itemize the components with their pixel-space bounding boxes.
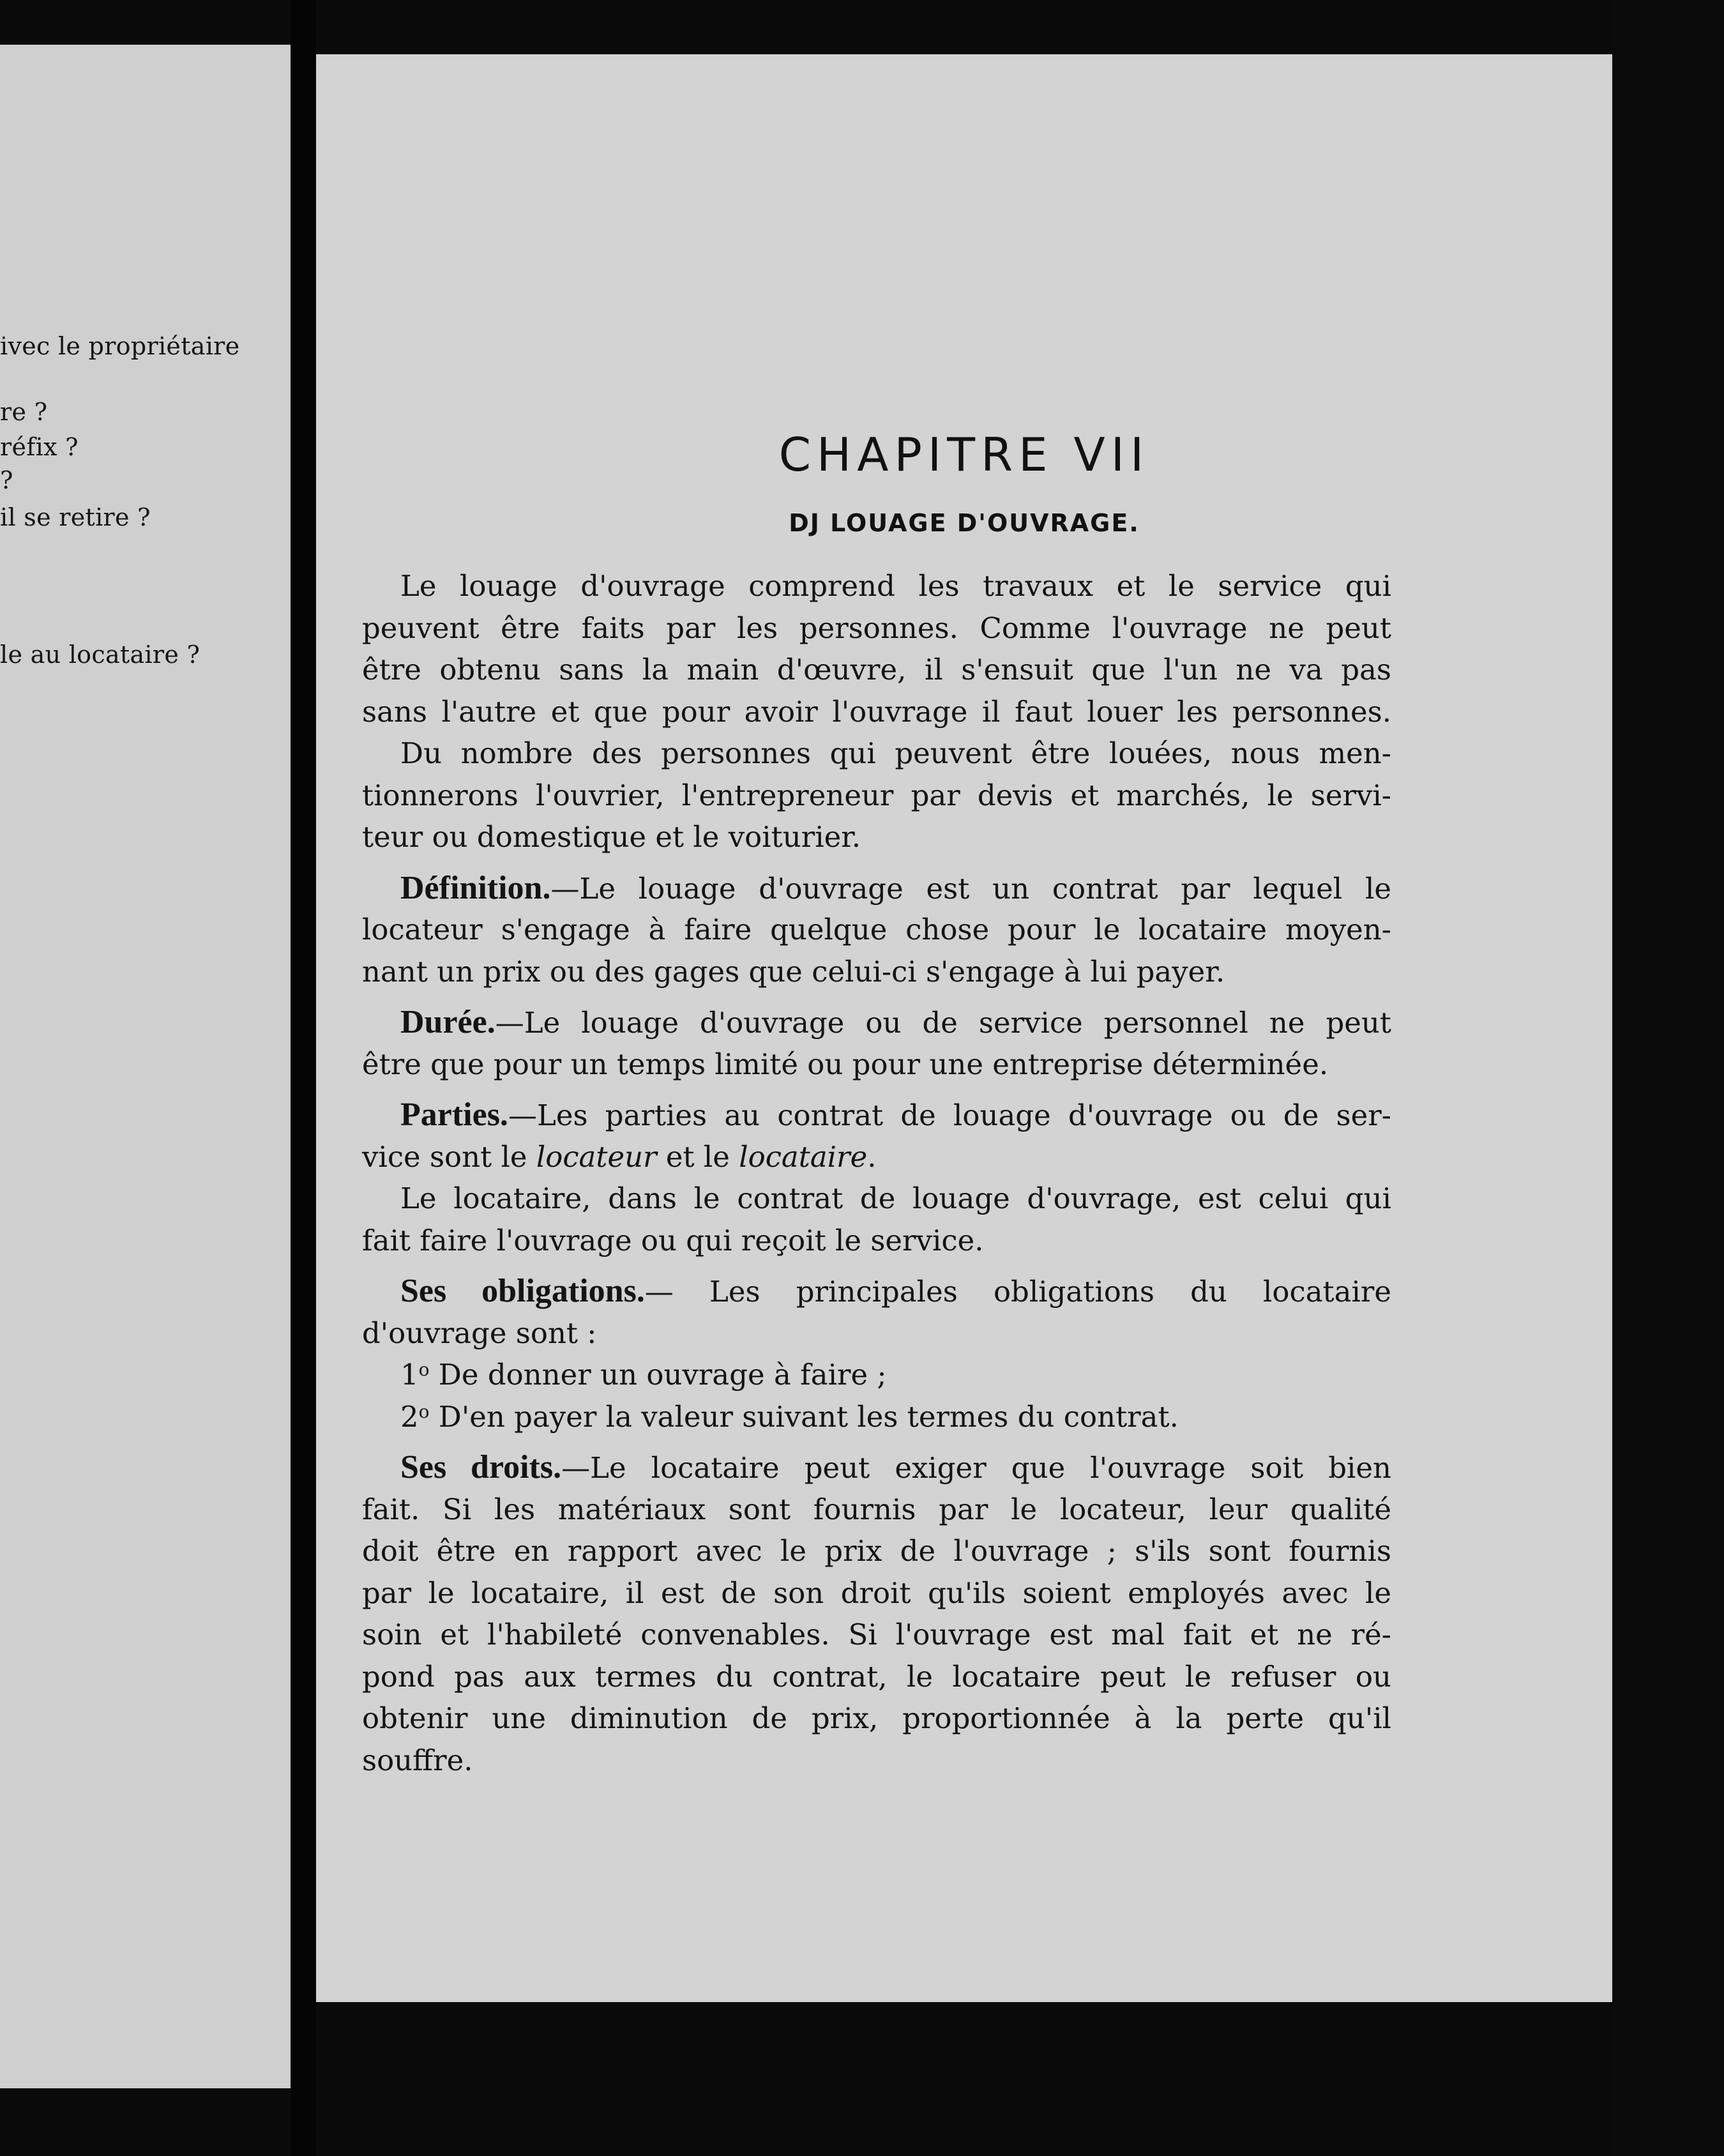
item-number: 1 (400, 1358, 419, 1392)
text-line: sans l'autre et que pour avoir l'ouvrage il faut louer les personnes. (362, 694, 1391, 729)
text-line: être obtenu sans la main d'œuvre, il s'ensuit que l'un ne va pas (362, 653, 1391, 687)
right-scan-border (1612, 0, 1724, 2156)
parties-first-line (362, 1094, 1391, 1136)
text-line: souffre. (362, 1743, 473, 1777)
left-page-fragment: ivec le propriétaire (0, 332, 240, 360)
list-item (362, 1396, 1391, 1438)
left-page-fragment: ? (0, 466, 13, 494)
body-text (362, 565, 1391, 1781)
duree-first-line (362, 1001, 1391, 1044)
text-line: par le locataire, il est de son droit qu'ils soient employés avec le (362, 1575, 1391, 1610)
obligations-first-line (362, 1270, 1391, 1312)
item-text: De donner un ouvrage à faire ; (429, 1358, 887, 1392)
item-ordinal: o (418, 1401, 430, 1422)
text-run: et le (656, 1139, 739, 1174)
text-run: —Le louage d'ouvrage est un contrat par lequel le (550, 871, 1391, 906)
parties-second-line (362, 1136, 1391, 1178)
left-facing-page (0, 45, 291, 2088)
text-line: locateur s'engage à faire quelque chose pour le locataire moyen- (362, 913, 1391, 946)
duree-heading: Durée. (400, 1004, 495, 1040)
text-line: obtenir une diminution de prix, proportionnée à la perte qu'il (362, 1701, 1391, 1735)
item-number: 2 (400, 1399, 419, 1434)
text-line: être que pour un temps limité ou pour une entreprise déterminée. (362, 1047, 1329, 1081)
text-run: —Le locataire peut exiger que l'ouvrage soit bien (561, 1451, 1392, 1485)
left-page-fragment: le au locataire ? (0, 641, 200, 669)
text-line: Le locataire, dans le contrat de louage d'ouvrage, est celui qui (400, 1181, 1391, 1215)
text-line: soin et l'habileté convenables. Si l'ouvrage est mal fait et ne ré- (362, 1618, 1391, 1651)
droits-first-line (362, 1446, 1391, 1489)
term-locateur: locateur (536, 1139, 657, 1174)
text-line: doit être en rapport avec le prix de l'ouvrage ; s'ils sont fournis (362, 1534, 1391, 1568)
definition-first-line (362, 867, 1391, 909)
text-line: fait. Si les matériaux sont fournis par le locateur, leur qualité (362, 1492, 1391, 1526)
left-page-fragment: réfix ? (0, 433, 79, 461)
left-page-fragment: re ? (0, 398, 48, 426)
text-run: — Les principales obligations du locataire (644, 1275, 1391, 1309)
text-run: vice sont le (362, 1139, 536, 1174)
text-run: —Le louage d'ouvrage ou de service personnel ne peut (495, 1006, 1391, 1040)
text-run: . (867, 1139, 877, 1174)
parties-heading: Parties. (400, 1097, 508, 1133)
chapter-subtitle: DJ LOUAGE D'OUVRAGE. (789, 509, 1140, 537)
item-ordinal: o (418, 1359, 430, 1380)
text-line: Du nombre des personnes qui peuvent être louées, nous men- (400, 736, 1391, 770)
text-line: teur ou domestique et le voiturier. (362, 820, 861, 854)
droits-heading: Ses droits. (400, 1449, 562, 1485)
text-line: Le louage d'ouvrage comprend les travaux et le service qui (400, 569, 1391, 603)
text-line: pond pas aux termes du contrat, le locataire peut le refuser ou (362, 1659, 1391, 1694)
text-line: tionnerons l'ouvrier, l'entrepreneur par devis et marchés, le servi- (362, 778, 1391, 812)
text-line: d'ouvrage sont : (362, 1316, 597, 1350)
text-line: fait faire l'ouvrage ou qui reçoit le service. (362, 1223, 984, 1257)
term-locataire: locataire (739, 1139, 868, 1174)
item-text: D'en payer la valeur suivant les termes du contrat. (429, 1399, 1179, 1434)
chapter-title: CHAPITRE VII (778, 428, 1150, 482)
text-run: —Les parties au contrat de louage d'ouvrage ou de ser- (508, 1098, 1391, 1132)
obligations-heading: Ses obligations. (400, 1273, 645, 1309)
main-page (316, 54, 1612, 2002)
text-line: nant un prix ou des gages que celui-ci s'engage à lui payer. (362, 954, 1225, 989)
definition-heading: Définition. (400, 869, 551, 906)
left-page-fragment: il se retire ? (0, 503, 151, 531)
list-item (362, 1354, 1391, 1396)
text-line: peuvent être faits par les personnes. Comme l'ouvrage ne peut (362, 611, 1391, 645)
page-gutter (291, 0, 316, 2156)
